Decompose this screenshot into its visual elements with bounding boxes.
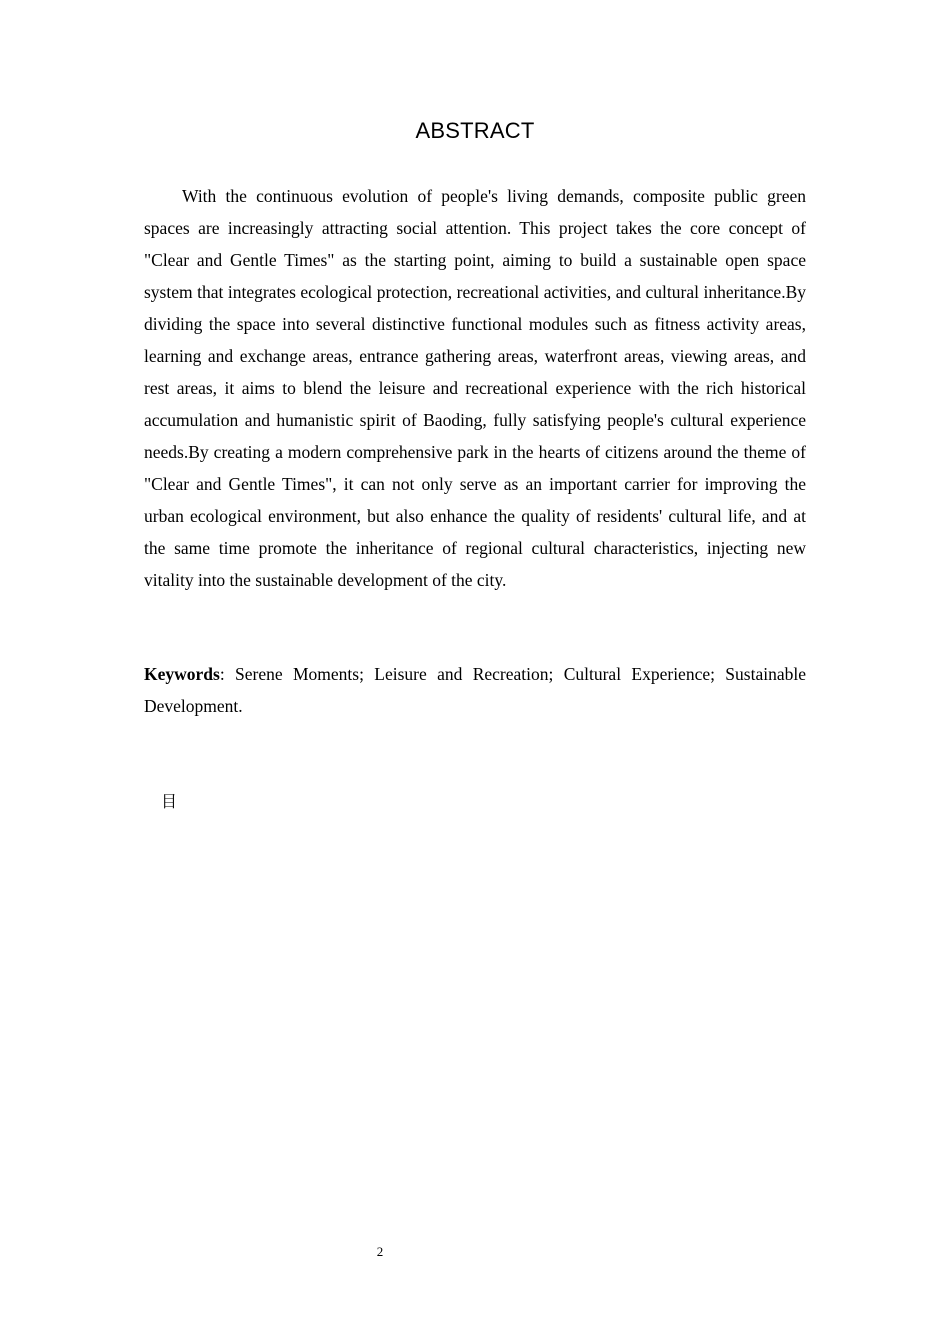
abstract-title: ABSTRACT bbox=[415, 118, 535, 143]
keywords-label: Keywords bbox=[144, 664, 220, 684]
keywords-list: : Serene Moments; Leisure and Recreation; Cultural Experience; Sustainable Development. bbox=[144, 664, 806, 716]
table-of-contents-fragment: 目 bbox=[161, 792, 178, 811]
abstract-paragraph: With the continuous evolution of people's living demands, composite public green spaces are increasingly attracting social attention. This project takes the core concept of "Clear and Gentle Times" as the starting point, aiming to build a sustainable open space system that integrates ecological protection, recreational activities, and cultural inheritance.By dividing the space into several distinctive functional modules such as fitness activity areas, learning and exchange areas, entrance gathering areas, waterfront areas, viewing areas, and rest areas, it aims to blend the leisure and recreational experience with the rich historical accumulation and humanistic spirit of Baoding, fully satisfying people's cultural experience needs.By creating a modern comprehensive park in the hearts of citizens around the theme of "Clear and Gentle Times", it can not only serve as an important carrier for improving the urban ecological environment, but also enhance the quality of residents' cultural life, and at the same time promote the inheritance of regional cultural characteristics, injecting new vitality into the sustainable development of the city. bbox=[144, 186, 806, 590]
page-number: 2 bbox=[376, 1244, 384, 1259]
keywords-paragraph bbox=[144, 658, 806, 722]
